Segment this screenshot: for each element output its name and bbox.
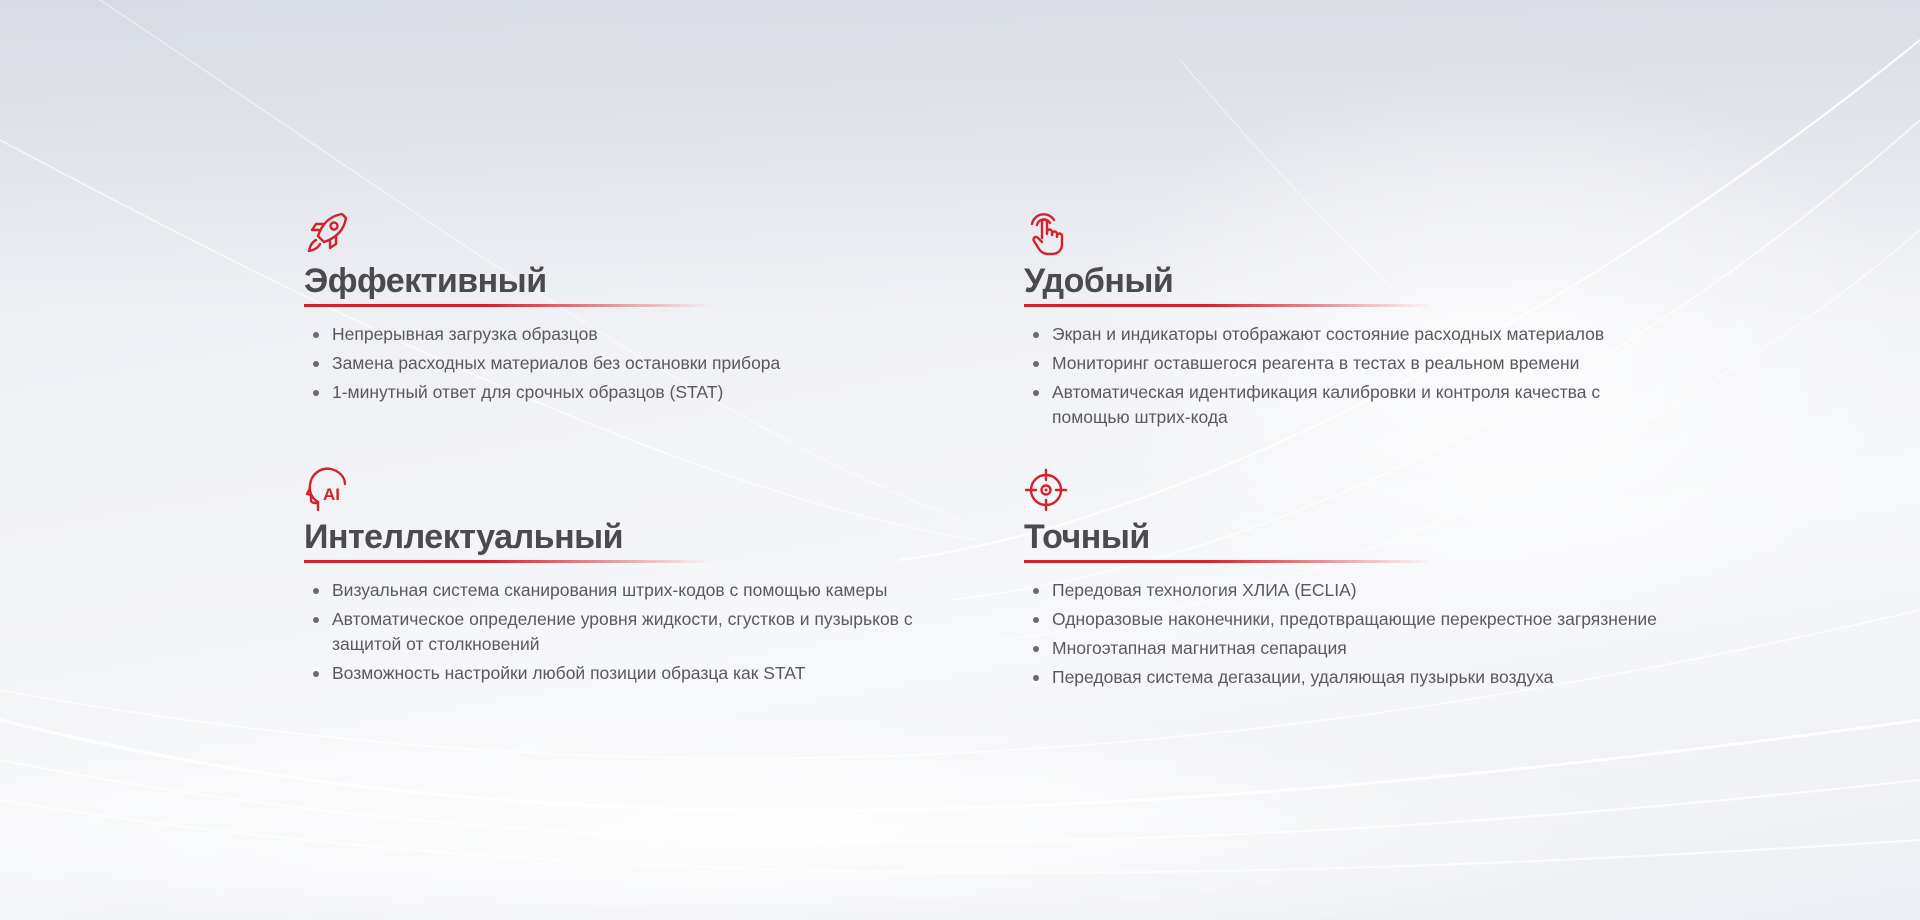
ai-head-icon — [304, 464, 352, 512]
list-item — [1024, 607, 1664, 632]
list-item — [304, 322, 944, 347]
list-item-text: Замена расходных материалов без остановки прибора — [332, 353, 781, 373]
feature-title: Эффективный — [304, 262, 547, 300]
list-item — [1024, 665, 1664, 690]
bullet-icon — [1033, 390, 1039, 396]
list-item — [1024, 380, 1664, 430]
list-item-text: Многоэтапная магнитная сепарация — [1052, 638, 1347, 658]
list-item-text: Мониторинг оставшегося реагента в тестах в реальном времени — [1052, 353, 1580, 373]
list-item — [304, 661, 944, 686]
list-item-text: Визуальная система сканирования штрих-кодов с помощью камеры — [332, 580, 888, 600]
feature-list — [1024, 322, 1664, 434]
feature-list — [304, 578, 944, 690]
feature-title: Интеллектуальный — [304, 518, 624, 556]
list-item-text: Передовая технология ХЛИА (ECLIA) — [1052, 580, 1357, 600]
bullet-icon — [1033, 361, 1039, 367]
list-item — [1024, 351, 1664, 376]
bullet-icon — [1033, 332, 1039, 338]
bullet-icon — [313, 588, 319, 594]
list-item-text: Передовая система дегазации, удаляющая пузырьки воздуха — [1052, 667, 1554, 687]
bullet-icon — [313, 332, 319, 338]
feature-list — [304, 322, 944, 409]
bullet-icon — [1033, 675, 1039, 681]
touch-hand-icon — [1024, 208, 1072, 256]
feature-title: Точный — [1024, 518, 1150, 556]
feature-title: Удобный — [1024, 262, 1174, 300]
rocket-icon — [304, 208, 352, 256]
list-item-text: Непрерывная загрузка образцов — [332, 324, 598, 344]
list-item-text: Возможность настройки любой позиции образца как STAT — [332, 663, 806, 683]
bullet-icon — [313, 390, 319, 396]
list-item — [1024, 636, 1664, 661]
list-item — [304, 578, 944, 603]
list-item — [304, 607, 944, 657]
bullet-icon — [313, 671, 319, 677]
list-item — [304, 351, 944, 376]
ai-icon-text: AI — [323, 485, 340, 504]
list-item — [1024, 578, 1664, 603]
bullet-icon — [313, 617, 319, 623]
title-underline — [304, 304, 712, 307]
list-item-text: Экран и индикаторы отображают состояние расходных материалов — [1052, 324, 1605, 344]
list-item-text: Автоматическое определение уровня жидкости, сгустков и пузырьков с защитой от столкновений — [332, 609, 913, 654]
feature-list — [1024, 578, 1664, 694]
title-underline — [304, 560, 712, 563]
list-item-text: Автоматическая идентификация калибровки и контроля качества с помощью штрих-кода — [1052, 382, 1601, 427]
bullet-icon — [313, 361, 319, 367]
list-item-text: Одноразовые наконечники, предотвращающие перекрестное загрязнение — [1052, 609, 1657, 629]
bullet-icon — [1033, 588, 1039, 594]
list-item — [1024, 322, 1664, 347]
title-underline — [1024, 560, 1432, 563]
list-item-text: 1-минутный ответ для срочных образцов (STAT) — [332, 382, 724, 402]
list-item — [304, 380, 944, 405]
bullet-icon — [1033, 617, 1039, 623]
bullet-icon — [1033, 646, 1039, 652]
target-icon — [1024, 464, 1072, 512]
title-underline — [1024, 304, 1432, 307]
